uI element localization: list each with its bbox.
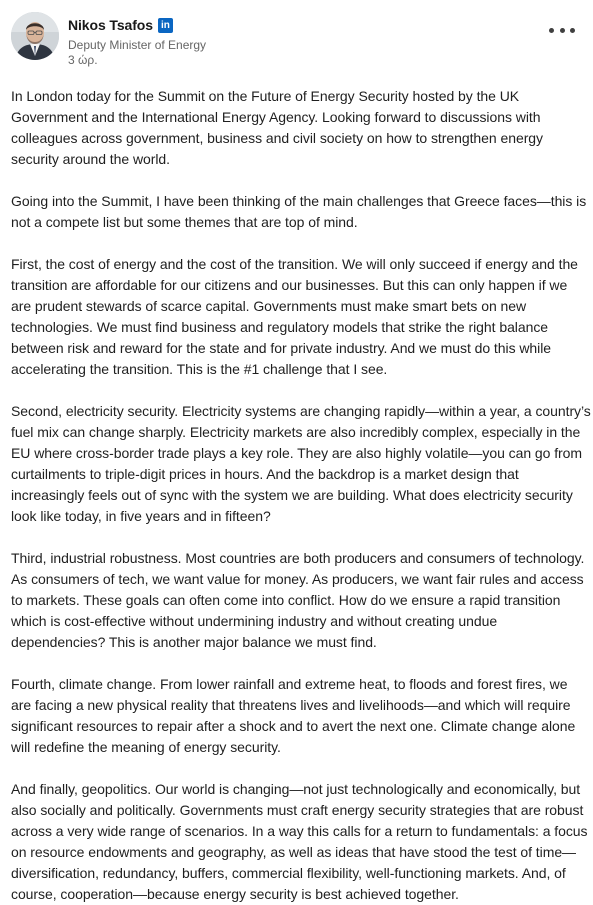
linkedin-icon: in <box>158 18 173 33</box>
post-paragraph: Second, electricity security. Electricity systems are changing rapidly—within a year, a country’s fuel mix can change sharply. Electricity markets are also incredibly complex, especially in the EU where cross-border trade plays a key role. They are also highly volatile—you can go from curtailments to triple-digit prices in hours. And the backdrop is a market design that increasingly feels out of sync with the system we are building. What does electricity security look like today, in five years and in fifteen? <box>11 403 591 524</box>
post-paragraph: Third, industrial robustness. Most countries are both producers and consumers of technology. As consumers of tech, we want value for money. As producers, we want fair rules and access to markets. These goals can often come into conflict. How do we ensure a rapid transition which is cost-effective without undermining industry and without creating undue dependencies? This is another major balance we must find. <box>11 550 585 650</box>
author-name[interactable]: Nikos Tsafos <box>68 17 153 33</box>
more-options-dot <box>570 28 575 33</box>
post-paragraph: Fourth, climate change. From lower rainfall and extreme heat, to floods and forest fires, we are facing a new physical reality that threatens lives and livelihoods—and which will require significant resources to repair after a shock and to avert the next one. Climate change alone will redefine the meaning of energy security. <box>11 676 576 755</box>
post-paragraph: And finally, geopolitics. Our world is changing—not just technologically and economically, but also socially and politically. Governments must craft energy security strategies that are robust across a very wide range of scenarios. In a way this calls for a return to fundamentals: a focus on resource endowments and geography, as well as ideas that have stood the test of time—diversification, redundancy, buffers, commercial flexibility, well-functioning markets. And, of course, cooperation—because energy security is best achieved together. <box>11 781 588 902</box>
more-options-dot <box>549 28 554 33</box>
author-info <box>68 16 206 68</box>
post-paragraph: In London today for the Summit on the Future of Energy Security hosted by the UK Government and the International Energy Agency. Looking forward to discussions with colleagues across government, business and civil society on how to strengthen energy security around the world. <box>11 88 543 167</box>
author-headline: Deputy Minister of Energy <box>68 38 207 52</box>
post-paragraph: First, the cost of energy and the cost of the transition. We will only succeed if energy and the transition are affordable for our citizens and our businesses. But this can only happen if we are prudent stewards of scarce capital. Governments must make smart bets on new technologies. We must find business and regulatory models that strike the right balance between risk and reward for the state and for private industry. And we must do this while accelerating the transition. This is the #1 challenge that I see. <box>11 256 578 377</box>
avatar-image <box>11 12 59 60</box>
more-options-icon[interactable] <box>549 20 575 40</box>
avatar[interactable] <box>11 12 59 60</box>
post-header <box>11 12 581 72</box>
post-body <box>11 86 591 905</box>
author-name-row <box>68 16 206 34</box>
post-timestamp: 3 ώρ. <box>68 53 98 67</box>
more-options-dot <box>560 28 565 33</box>
post-paragraph: Going into the Summit, I have been thinking of the main challenges that Greece faces—this is not a compete list but some themes that are top of mind. <box>11 193 587 230</box>
